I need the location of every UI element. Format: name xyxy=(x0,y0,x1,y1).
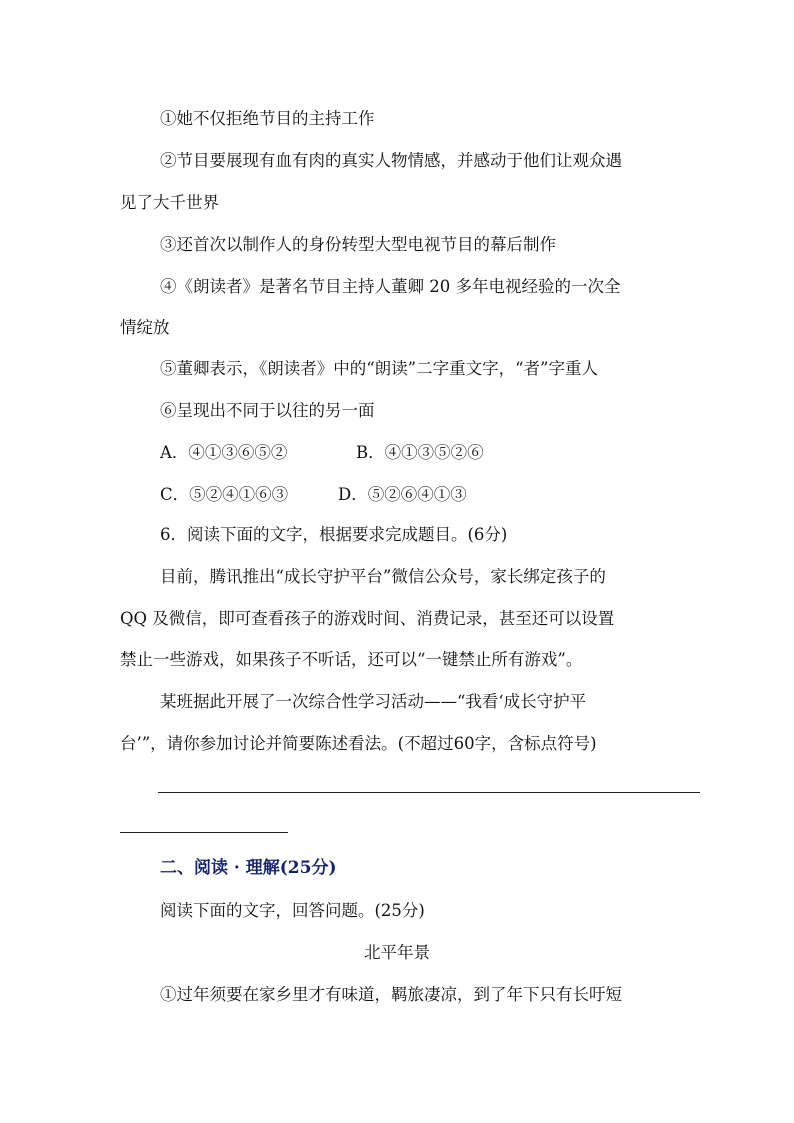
question-6-title: 6．阅读下面的文字，根据要求完成题目。(6分) xyxy=(160,525,508,544)
sentence-6: ⑥呈现出不同于以往的另一面 xyxy=(160,401,375,420)
question-6-para-2-line-1: 某班据此开展了一次综合性学习活动——“我看‘成长守护平 xyxy=(160,692,587,711)
sentence-3: ③还首次以制作人的身份转型大型电视节目的幕后制作 xyxy=(160,235,556,254)
question-6-para-2-line-2: 台’”，请你参加讨论并简要陈述看法。(不超过60字，含标点符号) xyxy=(120,734,597,753)
sentence-4-line-1: ④《朗读者》是著名节目主持人董卿 20 多年电视经验的一次全 xyxy=(160,277,621,296)
question-6-para-1-line-1: 目前，腾讯推出“成长守护平台”微信公众号，家长绑定孩子的 xyxy=(160,567,606,586)
option-c: C．⑤②④①⑥③ xyxy=(160,485,289,504)
section-2-heading: 二、阅读 · 理解(25分) xyxy=(160,858,337,878)
answer-line-1[interactable] xyxy=(158,792,700,793)
answer-line-2[interactable] xyxy=(120,832,288,833)
option-d: D．⑤②⑥④①③ xyxy=(338,485,467,504)
article-paragraph-1: ①过年须要在家乡里才有味道，羁旅凄凉，到了年下只有长吁短 xyxy=(160,985,622,1004)
sentence-5: ⑤董卿表示，《朗读者》中的“朗读”二字重文字，“者”字重人 xyxy=(160,359,598,378)
sentence-2-line-1: ②节目要展现有血有肉的真实人物情感，并感动于他们让观众遇 xyxy=(160,151,622,170)
sentence-2-line-2: 见了大千世界 xyxy=(120,193,219,212)
section-2-instruction: 阅读下面的文字，回答问题。(25分) xyxy=(160,901,425,920)
question-6-para-1-line-2: QQ 及微信，即可查看孩子的游戏时间、消费记录，甚至还可以设置 xyxy=(120,609,615,628)
sentence-4-line-2: 情绽放 xyxy=(120,318,170,337)
option-b: B．④①③⑤②⑥ xyxy=(356,443,484,462)
sentence-1: ①她不仅拒绝节目的主持工作 xyxy=(160,109,375,128)
option-a: A．④①③⑥⑤② xyxy=(160,443,288,462)
article-title: 北平年景 xyxy=(364,943,430,962)
question-6-para-1-line-3: 禁止一些游戏，如果孩子不听话，还可以“一键禁止所有游戏”。 xyxy=(120,650,583,669)
